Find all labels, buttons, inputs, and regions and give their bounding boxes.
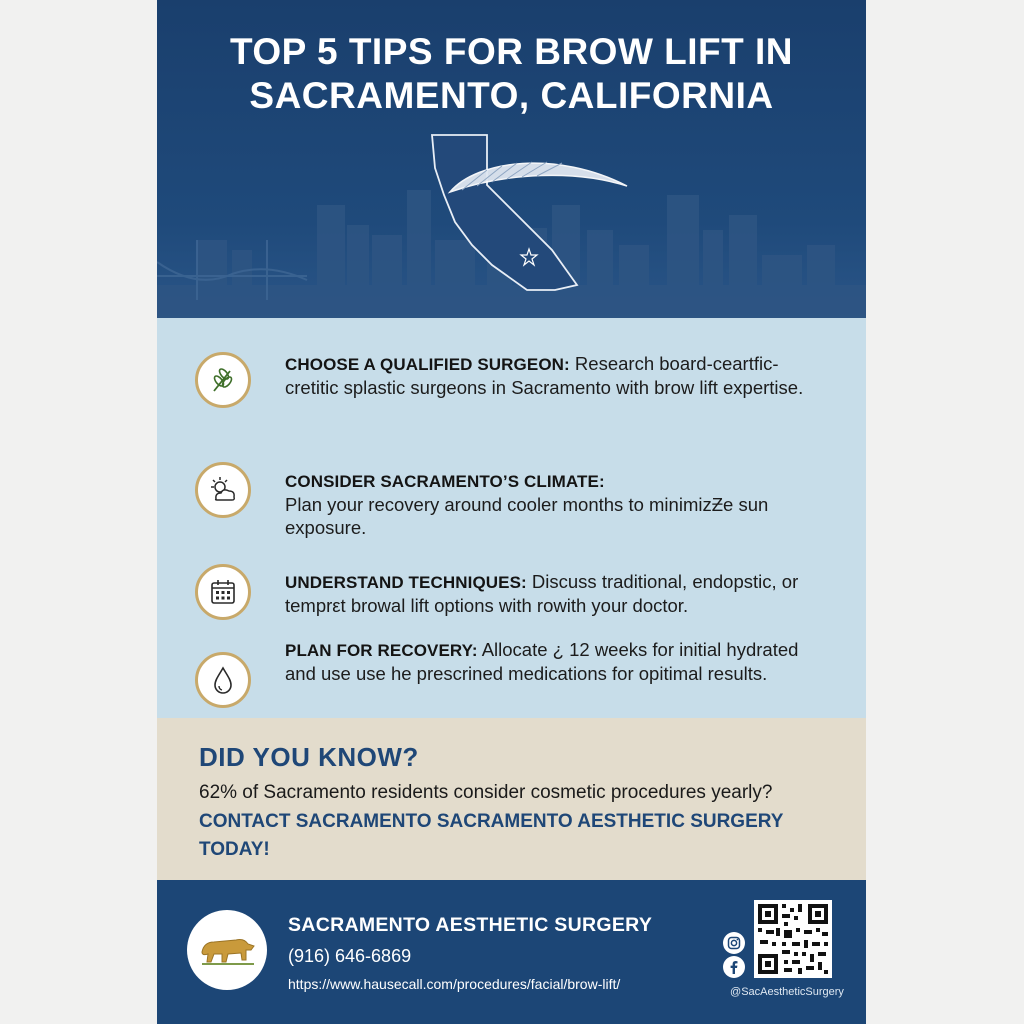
tip-body: Research board-ceartfic-cretitic splastic surgeons in Sacramento with brow lift expertise. — [285, 353, 804, 398]
contact-cta[interactable]: CONTACT SACRAMENTO SACRAMENTO AESTHETIC SURGERY TODAY! — [199, 811, 784, 860]
instagram-icon[interactable] — [723, 932, 745, 954]
calendar-icon — [195, 564, 251, 620]
qr-code[interactable] — [754, 900, 832, 978]
tip-body: Plan your recovery around cooler months to minimizƵe sun exposure. — [285, 494, 769, 538]
tip-body: Allocate ¿ 12 weeks for initial hydrated and use use he prescrined medications for opitimal results. — [285, 639, 799, 684]
did-you-know-section — [157, 718, 866, 880]
social-handle[interactable]: @SacAestheticSurgery — [730, 986, 844, 998]
hero-banner — [157, 0, 866, 318]
tip-heading: CHOOSE A QUALIFIED SURGEON: — [285, 355, 570, 374]
tip-heading: PLAN FOR RECOVERY: — [285, 641, 478, 660]
tip-text — [285, 352, 805, 399]
sun-cloud-icon — [195, 462, 251, 518]
tip-text — [285, 469, 805, 539]
website-link[interactable]: https://www.hausecall.com/procedures/facial/brow-lift/ — [288, 976, 621, 992]
water-drop-icon — [195, 652, 251, 708]
california-bear-icon — [187, 910, 267, 990]
tip-heading: UNDERSTAND TECHNIQUES: — [285, 573, 527, 592]
footer — [157, 880, 866, 1024]
tips-section — [157, 318, 866, 718]
title-line-2: SACRAMENTO, CALIFORNIA — [249, 75, 774, 116]
phone-number[interactable]: (916) 646-6869 — [288, 946, 412, 966]
title-line-1: TOP 5 TIPS FOR BROW LIFT IN — [229, 31, 794, 72]
tip-heading: CONSIDER SACRAMENTO’S CLIMATE: — [285, 472, 605, 491]
tip-body: Discuss traditional, endopstic, or temprεt browal lift options with rowith your doctor. — [285, 571, 799, 616]
did-you-know-title: DID YOU KNOW? — [199, 742, 419, 772]
leaf-icon — [195, 352, 251, 408]
poster — [157, 0, 866, 1024]
company-name: SACRAMENTO AESTHETIC SURGERY — [288, 914, 653, 936]
tip-text — [285, 638, 805, 685]
page-title — [157, 30, 866, 118]
facebook-icon[interactable] — [723, 956, 745, 978]
tip-text — [285, 570, 805, 617]
did-you-know-fact: 62% of Sacramento residents consider cosmetic procedures yearly? — [199, 782, 773, 803]
